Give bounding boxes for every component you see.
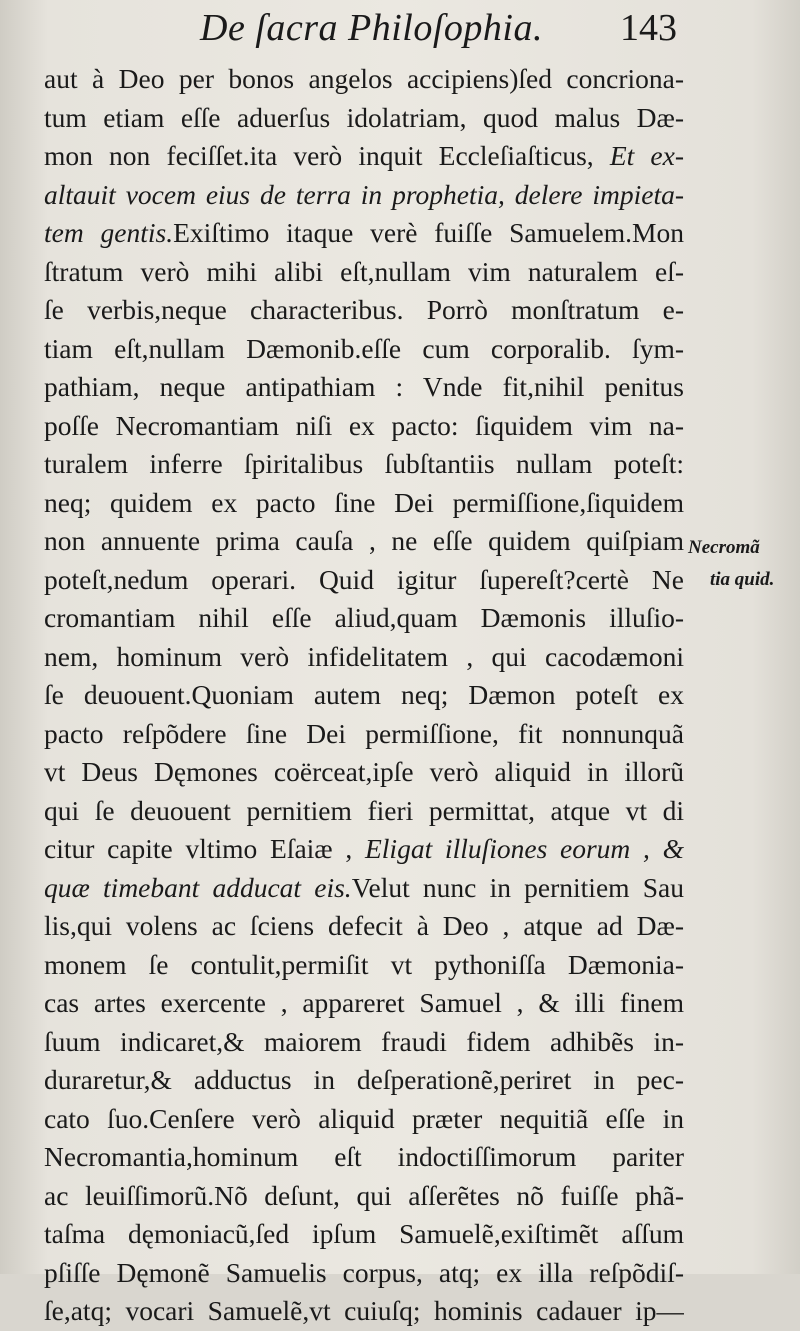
text-line <box>44 1215 684 1254</box>
text-line <box>44 330 684 369</box>
text-line <box>44 445 684 484</box>
text-line <box>44 60 684 99</box>
text-line <box>44 753 684 792</box>
text-segment: nem, hominum verò infidelitatem , qui cacodæmoni <box>44 640 684 672</box>
text-line <box>44 407 684 446</box>
text-segment: taſma dęmoniacũ,ſed ipſum Samuelẽ,exiſtimẽt aſſum <box>44 1218 684 1249</box>
text-line <box>44 99 684 138</box>
text-segment: turalem inferre ſpiritalibus ſubſtantiis nullam poteſt: <box>44 448 684 479</box>
text-segment: ſe deuouent.Quoniam autem neq; Dæmon poteſt ex <box>44 679 684 710</box>
text-segment: poſſe Necromantiam niſi ex pacto: ſiquidem vim na- <box>44 409 684 441</box>
text-line <box>44 253 684 292</box>
text-line <box>44 907 684 946</box>
text-segment: tum etiam eſſe aduerſus idolatriam, quod malus Dæ- <box>44 101 684 133</box>
text-line <box>44 830 684 869</box>
text-line <box>44 368 684 407</box>
text-segment: Exiſtimo itaque verè fuiſſe Samuelem.Mon <box>173 217 684 248</box>
text-segment: ſe verbis,neque characteribus. Porrò monſtratum e- <box>44 294 684 325</box>
text-segment: cromantiam nihil eſſe aliud,quam Dæmonis illuſio- <box>44 602 684 633</box>
text-line <box>44 792 684 831</box>
text-line <box>44 176 684 215</box>
text-segment: citur capite vltimo Eſaiæ , <box>44 833 365 864</box>
text-line <box>44 638 684 677</box>
text-segment: Et ex- <box>609 140 684 171</box>
text-segment: aut à Deo per bonos angelos accipiens)ſed concriona- <box>44 63 684 94</box>
text-segment: ac leuiſſimorũ.Nõ deſunt, qui aſſerẽtes nõ fuiſſe phã- <box>44 1179 684 1211</box>
text-line <box>44 599 684 638</box>
text-line <box>44 869 684 908</box>
text-segment: pathiam, neque antipathiam : Vnde fit,nihil penitus <box>44 371 684 402</box>
text-segment: quæ timebant adducat eis. <box>44 871 352 903</box>
text-line <box>44 561 684 600</box>
text-segment: pacto reſpõdere ſine Dei permiſſione, fit nonnunquã <box>44 717 684 749</box>
text-line <box>44 715 684 754</box>
text-segment: cato ſuo.Cenſere verò aliquid præter nequitiã eſſe in <box>44 1102 684 1134</box>
text-segment: lis,qui volens ac ſciens defecit à Deo , atque ad Dæ- <box>44 910 684 941</box>
text-line <box>44 291 684 330</box>
text-segment: Necromantia,hominum eſt indoctiſſimorum pariter <box>44 1141 684 1172</box>
text-line <box>44 1100 684 1139</box>
running-title: De ſacra Philoſophia. <box>200 7 543 49</box>
text-segment: monem ſe contulit,permiſit vt pythoniſſa Dæmonia- <box>44 948 684 980</box>
text-segment: altauit vocem eius de terra in prophetia, delere impieta- <box>44 178 684 210</box>
text-segment: vt Deus Dęmones coërceat,ipſe verò aliquid in illorũ <box>44 756 684 787</box>
text-segment: neq; quidem ex pacto ſine Dei permiſſione,ſiquidem <box>44 486 684 518</box>
text-segment: Eligat illuſiones eorum , & <box>364 833 684 864</box>
text-line <box>44 484 684 523</box>
text-segment: qui ſe deuouent pernitiem fieri permittat, atque vt di <box>44 794 684 826</box>
text-line <box>44 1177 684 1216</box>
text-line <box>44 1292 684 1331</box>
margin-note-line-2: tia quid. <box>710 569 775 590</box>
text-line <box>44 137 684 176</box>
body-text <box>44 60 684 1331</box>
text-segment: ſe,atq; vocari Samuelẽ,vt cuiuſq; hominis cadauer ip— <box>44 1295 684 1326</box>
text-line <box>44 984 684 1023</box>
text-line <box>44 946 684 985</box>
text-line <box>44 676 684 715</box>
text-segment: tiam eſt,nullam Dæmonib.eſſe cum corporalib. ſym- <box>44 332 684 364</box>
text-line <box>44 1061 684 1100</box>
text-segment: ſuum indicaret,& maiorem fraudi fidem adhibẽs in- <box>44 1025 684 1057</box>
text-segment: Velut nunc in pernitiem Sau <box>351 871 684 903</box>
text-segment: mon non feciſſet.ita verò inquit Eccleſiaſticus, <box>44 140 610 171</box>
text-segment: pſiſſe Dęmonẽ Samuelis corpus, atq; ex illa reſpõdiſ- <box>44 1256 684 1288</box>
text-line <box>44 522 684 561</box>
text-line <box>44 1138 684 1177</box>
text-line <box>44 1023 684 1062</box>
text-line <box>44 1254 684 1293</box>
text-segment: duraretur,& adductus in deſperationẽ,periret in pec- <box>44 1064 684 1095</box>
margin-note-line-1: Necromã <box>688 537 760 558</box>
text-segment: non annuente prima cauſa , ne eſſe quidem quiſpiam <box>44 525 684 556</box>
text-segment: ſtratum verò mihi alibi eſt,nullam vim naturalem eſ- <box>44 255 684 287</box>
text-line <box>44 214 684 253</box>
page-number: 143 <box>620 7 677 49</box>
text-segment: poteſt,nedum operari. Quid igitur ſupereſt?certè Ne <box>44 563 684 595</box>
text-segment: cas artes exercente , appareret Samuel , & illi finem <box>44 987 684 1018</box>
text-segment: tem gentis. <box>44 217 174 248</box>
